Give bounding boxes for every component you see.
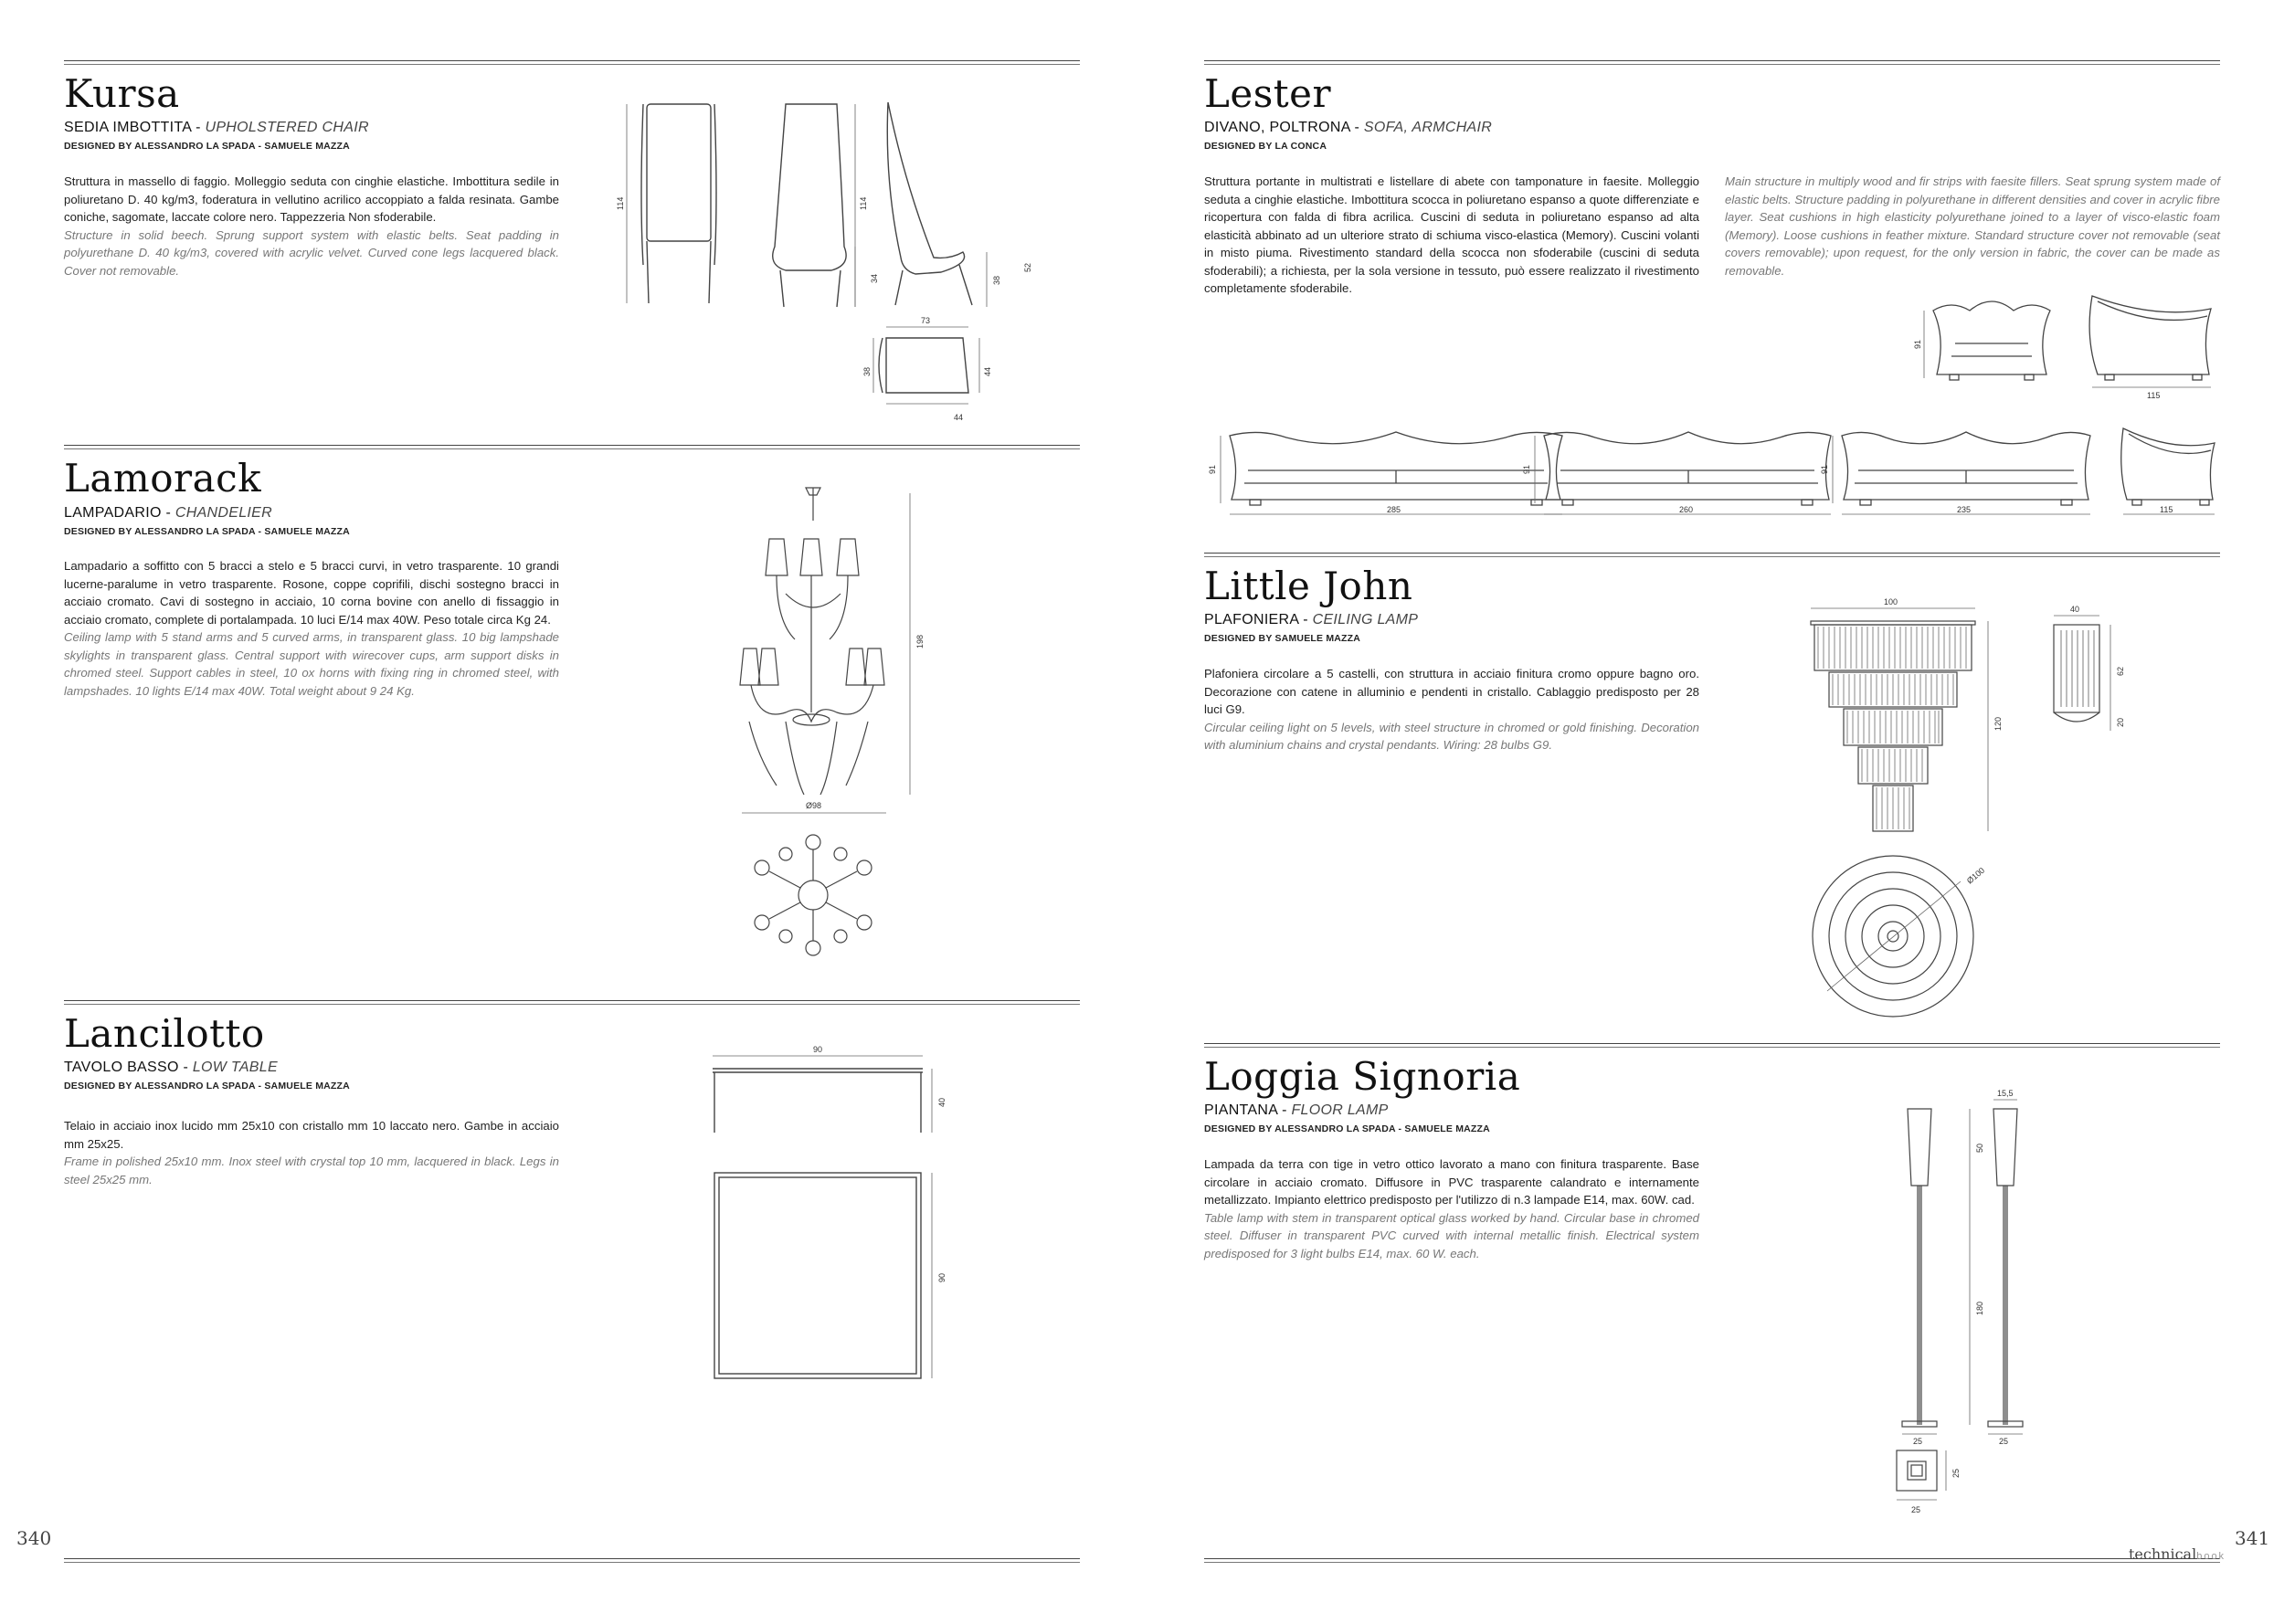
rule-lester [1204,60,2220,61]
loggia-dim-shade: 50 [1975,1143,1984,1153]
loggia-dim-height: 180 [1975,1301,1984,1315]
lester-sofas-drawing [1204,416,2220,525]
little-john-dim-wall-height: 62 [2116,666,2125,676]
kursa-type-en: UPHOLSTERED CHAIR [205,120,369,135]
kursa-description [64,173,559,279]
little-john-designer: DESIGNED BY SAMUELE MAZZA [1204,633,1361,644]
lamorack-type: LAMPADARIO - CHANDELIER [64,505,272,521]
little-john-type-it: PLAFONIERA [1204,612,1299,627]
lester-dim-sofa1: 285 [1387,505,1401,514]
lester-type-it: DIVANO, POLTRONA [1204,120,1350,135]
lancilotto-description [64,1117,559,1188]
kursa-dim-width: 44 [954,413,964,422]
lester-type: DIVANO, POLTRONA - SOFA, ARMCHAIR [1204,120,1493,135]
loggia-dim-plan-h: 25 [1951,1468,1961,1478]
lester-dim-sofa3: 235 [1957,505,1972,514]
kursa-text-it: Struttura in massello di faggio. Molleggio seduta con cinghie elastiche. Imbottitura sedile in poliuretano D. 40 kg/m3, foderatura in vellutino acrilico accoppiato a falda resinata. Gambe coniche, sagomate, laccate colore nero. Tappezzeria Non sfoderabile. [64,174,559,224]
lancilotto-title: Lancilotto [64,1011,265,1056]
lancilotto-text-en: Frame in polished 25x10 mm. Inox steel with crystal top 10 mm, lacquered in black. Legs in steel 25x25 mm. [64,1155,559,1186]
kursa-dim-side2: 44 [983,366,992,376]
lester-text-en [1725,173,2220,279]
page-number-right: 341 [2235,1527,2270,1549]
lamorack-title: Lamorack [64,456,262,501]
kursa-dim-depth: 52 [1023,262,1032,272]
kursa-dim-arm: 38 [992,275,1001,285]
lancilotto-drawing [703,1041,950,1407]
little-john-type: PLAFONIERA - CEILING LAMP [1204,612,1419,627]
lancilotto-type: TAVOLO BASSO - LOW TABLE [64,1060,278,1075]
lancilotto-dim-width: 90 [813,1045,823,1054]
kursa-dim-width-top: 73 [921,316,931,325]
kursa-dim-seat: 34 [870,273,879,283]
lester-designer: DESIGNED BY LA CONCA [1204,141,1327,152]
kursa-drawing [612,91,1042,438]
lancilotto-type-en: LOW TABLE [192,1060,278,1075]
little-john-text-en: Circular ceiling light on 5 levels, with steel structure in chromed or gold finishing. Decoration with aluminium chains and crystal pendants. Wiring: 28 bulbs G9. [1204,720,1699,752]
rule-lancilotto [64,1000,1080,1001]
lester-text-en-inner: Main structure in multiply wood and fir strips with faesite fillers. Seat sprung system made of elastic belts. Structure padding in polyurethane in different densities and cover in acrylic fibre layer. Seat cushions in high elasticity polyurethane joined to a layer of visco-elastic foam (Memory). Loose cushions in feather mixture. Standard structure cover not removable (seat covers removable); upon request, for the only version in fabric, the cover can be made as removable. [1725,174,2220,278]
kursa-dim-height: 114 [616,196,625,210]
lamorack-dim-height: 198 [915,634,925,649]
little-john-dim-wall-width: 40 [2070,605,2080,614]
loggia-title: Loggia Signoria [1204,1054,1521,1099]
loggia-dim-base1: 25 [1913,1437,1923,1446]
lester-dim-armchair-height: 91 [1913,339,1922,349]
kursa-dim-height2: 114 [859,196,868,210]
loggia-text-en: Table lamp with stem in transparent optical glass worked by hand. Circular base in chromed steel. Diffuser in transparent PVC curved with internal metallic finish. Electrical system predisposed for 3 light bulbs E14, max. 60 W. each. [1204,1210,1699,1260]
lester-dim-sofa2: 260 [1679,505,1694,514]
loggia-dim-top: 15,5 [1997,1089,2014,1098]
loggia-designer: DESIGNED BY ALESSANDRO LA SPADA - SAMUELE MAZZA [1204,1123,1490,1134]
little-john-dim-diameter: Ø100 [1964,865,1987,886]
lancilotto-text-it: Telaio in acciaio inox lucido mm 25x10 con cristallo mm 10 laccato nero. Gambe in acciaio mm 25x25. [64,1119,559,1151]
page-number-left: 340 [16,1527,52,1549]
rule-footer-left [64,1558,1080,1559]
little-john-drawing [1800,594,2220,1023]
brand-main: technical [2129,1545,2197,1563]
little-john-description [1204,665,1699,754]
loggia-dim-base2: 25 [1999,1437,2009,1446]
lamorack-dim-diameter: Ø98 [806,801,822,810]
loggia-type-en: FLOOR LAMP [1291,1102,1389,1118]
little-john-dim-wall-depth: 20 [2116,717,2125,727]
rule-little-john [1204,553,2220,554]
lamorack-text-en: Ceiling lamp with 5 stand arms and 5 curved arms, in transparent glass. 10 big lampshade skylights in transparent glass. Central support with wirecover cups, arm support disks in chromed steel. Support cables in steel, 10 ox horns with fixing ring in chromed steel, with lampshades. 10 lights E/14 max 40W. Total weight about 9 24 Kg. [64,630,559,698]
brand-sub: book [2196,1551,2226,1562]
lamorack-designer: DESIGNED BY ALESSANDRO LA SPADA - SAMUELE MAZZA [64,526,350,537]
little-john-text-it: Plafoniera circolare a 5 castelli, con struttura in acciaio finitura cromo oppure bagno oro. Decorazione con catene in alluminio e pendenti in cristallo. Cablaggio predisposto per 28 luci G9. [1204,667,1699,716]
little-john-dim-width: 100 [1884,597,1898,606]
kursa-designer: DESIGNED BY ALESSANDRO LA SPADA - SAMUELE MAZZA [64,141,350,152]
lester-dim-sofa3-height: 91 [1820,464,1829,474]
lamorack-type-it: LAMPADARIO [64,505,162,521]
loggia-type: PIANTANA - FLOOR LAMP [1204,1102,1389,1118]
rule-footer-right [1204,1558,2220,1559]
lester-dim-sofa2-height: 91 [1522,464,1531,474]
lancilotto-type-it: TAVOLO BASSO [64,1060,179,1075]
rule-lamorack [64,445,1080,446]
rule-kursa [64,60,1080,61]
kursa-title: Kursa [64,71,180,116]
kursa-dim-side: 38 [862,366,872,376]
loggia-dim-plan-w: 25 [1911,1505,1921,1514]
loggia-text-it: Lampada da terra con tige in vetro ottico lavorato a mano con finitura trasparente. Base circolare in acciaio cromato. Diffusore in PVC trasparente calandrato e internamente metallizzato. Impianto elettrico predisposto per l'utilizzo di n.3 lampade E14, max. 60W. cad. [1204,1157,1699,1207]
lester-dim-sofa1-height: 91 [1208,464,1217,474]
lester-dim-side-depth: 115 [2160,505,2173,514]
lamorack-text-it: Lampadario a soffitto con 5 bracci a stelo e 5 bracci curvi, in vetro trasparente. 10 grandi lucerne-paralume in vetro trasparente. Rosone, coppe coprifili, dischi sostegno bracci in acciaio cromato. Cavi di sostegno in acciaio, 10 corna bovine con anello di fissaggio in acciaio cromato, complete di portalampada. 10 luci E/14 max 40W. Peso totale circa Kg 24. [64,559,559,627]
little-john-dim-height: 120 [1993,716,2003,731]
lester-armchair-drawing [1913,283,2220,402]
lamorack-drawing [731,484,941,977]
loggia-type-it: PIANTANA [1204,1102,1278,1118]
loggia-description [1204,1155,1699,1262]
lester-dim-armchair-depth: 115 [2147,391,2161,400]
little-john-title: Little John [1204,564,1413,608]
kursa-type-it: SEDIA IMBOTTITA [64,120,192,135]
lester-title: Lester [1204,71,1332,116]
kursa-type: SEDIA IMBOTTITA - UPHOLSTERED CHAIR [64,120,369,135]
lester-text-it: Struttura portante in multistrati e listellare di abete con tamponature in faesite. Molleggio seduta a cinghie elastiche. Imbottitura scocca in poliuretano espanso a quote differenziate e ricopertura con falda di fibra acrilica. Cuscini di seduta in poliuretano espanso ad alta elasticità abbinato ad un ulteriore strato di schiuma visco-elastica (Memory). Cuscini volanti in misto piuma. Rivestimento standard della scocca non sfoderabile (cuscini di seduta sfoderabili); a richiesta, per la sola versione in tessuto, può essere realizzato il rivestimento completamente sfoderabile. [1204,174,1699,295]
brand-logo [2129,1545,2226,1563]
little-john-type-en: CEILING LAMP [1312,612,1419,627]
loggia-drawing [1882,1087,2065,1516]
lamorack-type-en: CHANDELIER [174,505,272,521]
lamorack-description [64,557,559,700]
lester-type-en: SOFA, ARMCHAIR [1363,120,1493,135]
lancilotto-dim-height: 40 [937,1097,946,1107]
lancilotto-dim-depth: 90 [937,1272,946,1282]
kursa-text-en: Structure in solid beech. Sprung support system with elastic belts. Seat padding in polyurethane D. 40 kg/m3, covered with acrylic velvet. Curved cone legs lacquered black. Cover not removable. [64,227,559,278]
lancilotto-designer: DESIGNED BY ALESSANDRO LA SPADA - SAMUELE MAZZA [64,1081,350,1091]
rule-loggia [1204,1043,2220,1044]
